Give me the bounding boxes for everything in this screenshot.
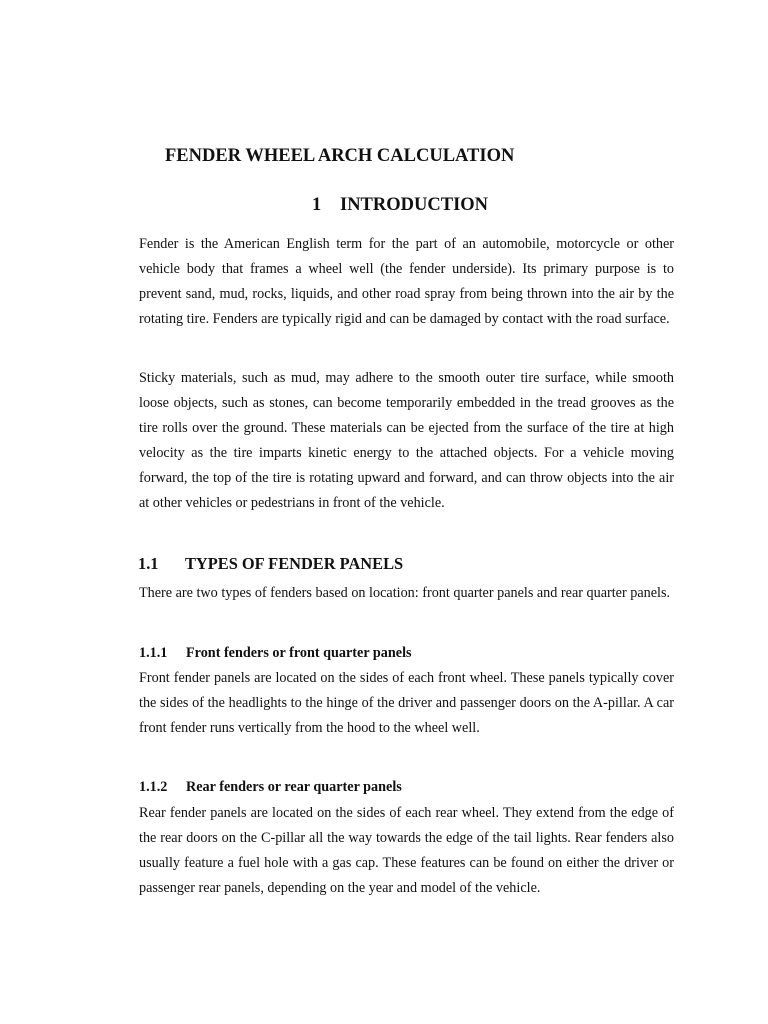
rear-fender-paragraph: Rear fender panels are located on the sides of each rear wheel. They extend from the edge of the rear doors on the C-pillar all the way towards the edge of the tail lights. Rear fenders also usually feature a fuel hole with a gas cap. These features can be found on either the driver or passenger rear panels, depending on the year and model of the vehicle.: [139, 805, 674, 896]
document-title: FENDER WHEEL ARCH CALCULATION: [165, 146, 515, 166]
section-1-heading: [312, 195, 488, 216]
section-1-1-1-title: Front fenders or front quarter panels: [186, 645, 412, 661]
section-1-1-1-heading: [139, 645, 412, 662]
intro-paragraph-1: Fender is the American English term for the part of an automobile, motorcycle or other vehicle body that frames a wheel well (the fender underside). Its primary purpose is to prevent sand, mud, rocks, liquids, and other road spray from being thrown into the air by the rotating tire. Fenders are typically rigid and can be damaged by contact with the road surface.: [139, 236, 674, 327]
section-1-1-2-number: 1.1.2: [139, 779, 168, 795]
section-1-1-number: 1.1: [138, 554, 159, 573]
intro-paragraph-2: Sticky materials, such as mud, may adhere to the smooth outer tire surface, while smooth loose objects, such as stones, can become temporarily embedded in the tread grooves as the tire rolls over the ground. These materials can be ejected from the surface of the tire at high velocity as the tire imparts kinetic energy to the attached objects. For a vehicle moving forward, the top of the tire is rotating upward and forward, and can throw objects into the air at other vehicles or pedestrians in front of the vehicle.: [139, 370, 674, 511]
types-paragraph: There are two types of fenders based on location: front quarter panels and rear quarter panels.: [139, 585, 671, 601]
section-1-number: 1: [312, 195, 322, 215]
front-fender-paragraph: Front fender panels are located on the sides of each front wheel. These panels typically cover the sides of the headlights to the hinge of the driver and passenger doors on the A-pillar. A car front fender runs vertically from the hood to the wheel well.: [139, 670, 674, 736]
section-1-1-heading: [138, 554, 403, 574]
section-1-1-title: TYPES OF FENDER PANELS: [185, 554, 404, 573]
section-1-title: INTRODUCTION: [340, 195, 489, 215]
section-1-1-2-title: Rear fenders or rear quarter panels: [186, 779, 402, 795]
section-1-1-2-heading: [139, 779, 402, 796]
section-1-1-1-number: 1.1.1: [139, 645, 168, 661]
